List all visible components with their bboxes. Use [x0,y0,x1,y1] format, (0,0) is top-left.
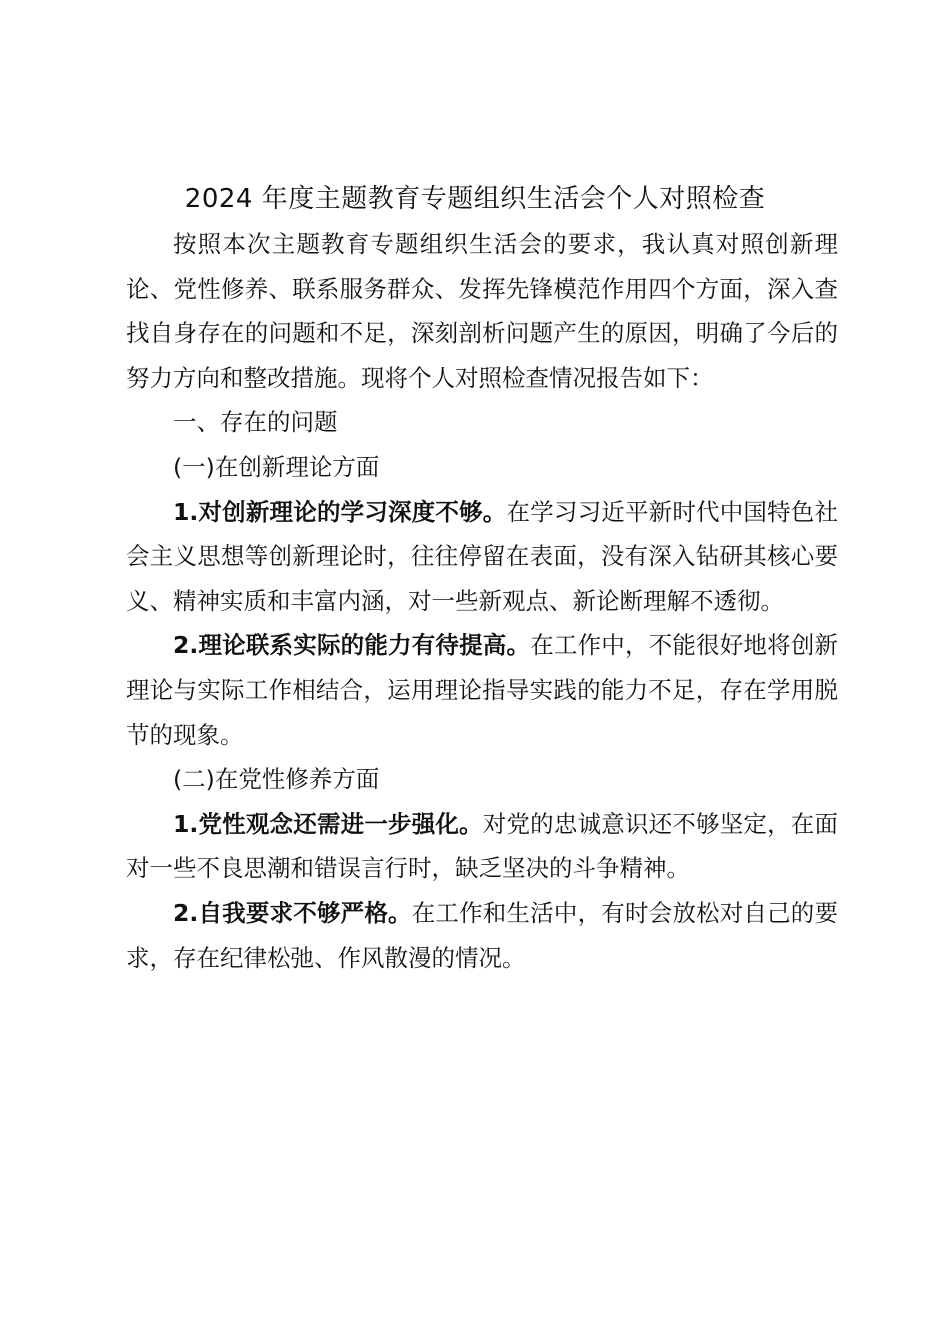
problem-item [126,623,838,757]
subsection-heading-theory: (一)在创新理论方面 [173,452,380,481]
problem-item-text: 对党的忠诚意识还不够坚定，在面对一些不良思潮和错误言行时，缺乏坚决的斗争精神。 [126,809,839,883]
problem-item-text: 在工作和生活中，有时会放松对自己的要求，存在纪律松弛、作风散漫的情况。 [126,898,839,972]
problem-item-text: 在工作中，不能很好地将创新理论与实际工作相结合，运用理论指导实践的能力不足，存在学用脱节的现象。 [126,631,839,749]
problem-item [126,802,838,891]
problem-item-text: 在学习习近平新时代中国特色社会主义思想等创新理论时，往往停留在表面，没有深入钻研其核心要义、精神实质和丰富内涵，对一些新观点、新论断理解不透彻。 [126,497,838,615]
problem-item-lead: 1.党性观念还需进一步强化。 [173,809,483,838]
problem-item-lead: 1.对创新理论的学习深度不够。 [173,497,507,526]
problem-item-lead: 2.理论联系实际的能力有待提高。 [173,631,531,660]
problem-item [126,891,838,980]
problem-item [126,490,838,624]
intro-paragraph: 按照本次主题教育专题组织生活会的要求，我认真对照创新理论、党性修养、联系服务群众、发挥先锋模范作用四个方面，深入查找自身存在的问题和不足，深刻剖析问题产生的原因，明确了今后的努力方向和整改措施。现将个人对照检查情况报告如下： [126,230,838,392]
document-body [126,222,838,980]
document-title: 2024 年度主题教育专题组织生活会个人对照检查 [184,184,766,214]
subsection-heading-party-spirit: (二)在党性修养方面 [173,765,380,794]
problem-item-lead: 2.自我要求不够严格。 [173,898,412,927]
section-heading-problems: 一、存在的问题 [173,408,338,437]
